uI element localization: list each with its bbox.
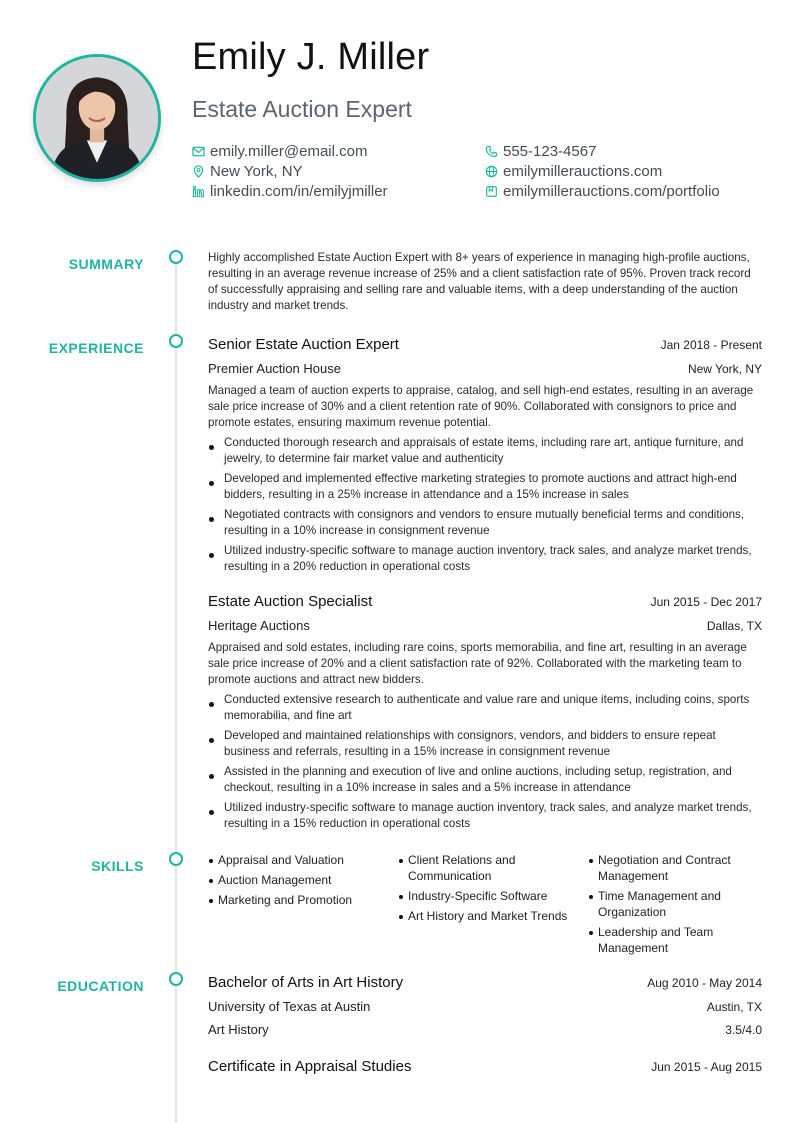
job-header bbox=[208, 593, 762, 610]
skill-item: Auction Management bbox=[208, 872, 386, 888]
education-school: University of Texas at Austin bbox=[208, 999, 371, 1014]
contact-email-text: emily.miller@email.com bbox=[210, 143, 368, 160]
skill-item: Marketing and Promotion bbox=[208, 892, 386, 908]
contact-email[interactable] bbox=[192, 143, 367, 160]
degree-title: Bachelor of Arts in Art History bbox=[208, 974, 404, 991]
skill-item: Art History and Market Trends bbox=[398, 908, 576, 924]
list-item: Conducted extensive research to authenticate and value rare and unique items, including coins, sports memorabilia, and fine art bbox=[208, 692, 762, 724]
linkedin-icon bbox=[192, 185, 205, 198]
job-bullet-list bbox=[208, 692, 762, 836]
timeline-dot-skills bbox=[169, 852, 183, 866]
timeline-dot-summary bbox=[169, 250, 183, 264]
job-description: Appraised and sold estates, including rare coins, sports memorabilia, and fine art, resulting in an average sale price increase of 20% and a client satisfaction rate of 92%. Collaborated with the marketing team to promote auctions and attract new bidders. bbox=[208, 641, 747, 686]
section-title-skills: SKILLS bbox=[91, 858, 144, 874]
education-location: Austin, TX bbox=[706, 1000, 762, 1014]
job-title: Estate Auction Specialist bbox=[208, 593, 373, 610]
summary-text: Highly accomplished Estate Auction Expert with 8+ years of experience in managing high-profile auctions, resulting in an average revenue increase of 25% and a client satisfaction rate of 95%. Proven track record of successfully appraising and selling rare and valuable items, with a deep understanding of the auction industry and market trends. bbox=[208, 251, 751, 312]
education-dates: Aug 2010 - May 2014 bbox=[647, 976, 762, 990]
list-item: Utilized industry-specific software to manage auction inventory, track sales, and analyze market trends, resulting in a 20% reduction in operational costs bbox=[208, 543, 762, 575]
skills-column bbox=[398, 852, 576, 928]
education-gpa: 3.5/4.0 bbox=[725, 1023, 762, 1037]
education-header bbox=[208, 1058, 762, 1075]
timeline-line bbox=[175, 256, 177, 1123]
education-school-row bbox=[208, 999, 762, 1014]
contact-portfolio-text: emilymillerauctions.com/portfolio bbox=[503, 183, 720, 200]
timeline-dot-experience bbox=[169, 334, 183, 348]
skill-item: Time Management and Organization bbox=[588, 888, 766, 920]
education-field: Art History bbox=[208, 1022, 269, 1037]
job-header bbox=[208, 336, 762, 353]
contact-portfolio[interactable] bbox=[485, 183, 720, 200]
phone-icon bbox=[485, 145, 498, 158]
list-item: Developed and implemented effective marketing strategies to promote auctions and attract high-end bidders, resulting in a 25% increase in attendance and a 15% increase in sales bbox=[208, 471, 762, 503]
job-company: Heritage Auctions bbox=[208, 618, 310, 633]
contact-website[interactable] bbox=[485, 163, 662, 180]
job-company-row bbox=[208, 361, 762, 376]
job-dates: Jun 2015 - Dec 2017 bbox=[650, 595, 762, 609]
list-item: Utilized industry-specific software to manage auction inventory, track sales, and analyze market trends, resulting in a 15% reduction in operational costs bbox=[208, 800, 762, 832]
mail-icon bbox=[192, 145, 205, 158]
list-item: Developed and maintained relationships with consignors, vendors, and bidders to ensure repeat business and referrals, resulting in a 15% increase in consignment revenue bbox=[208, 728, 762, 760]
skill-item: Appraisal and Valuation bbox=[208, 852, 386, 868]
job-dates: Jan 2018 - Present bbox=[660, 338, 762, 352]
candidate-name: Emily J. Miller bbox=[192, 36, 430, 78]
education-header bbox=[208, 974, 762, 991]
job-bullet-list bbox=[208, 435, 762, 579]
profile-photo bbox=[33, 54, 161, 182]
contact-linkedin[interactable] bbox=[192, 183, 388, 200]
section-title-summary: SUMMARY bbox=[68, 256, 144, 272]
skills-column bbox=[208, 852, 386, 912]
contact-phone[interactable] bbox=[485, 143, 596, 160]
contact-website-text: emilymillerauctions.com bbox=[503, 163, 663, 180]
skills-column bbox=[588, 852, 766, 960]
map-pin-icon bbox=[192, 165, 205, 178]
education-field-row bbox=[208, 1022, 762, 1037]
skill-item: Negotiation and Contract Management bbox=[588, 852, 766, 884]
list-item: Assisted in the planning and execution of live and online auctions, including setup, registration, and checkout, resulting in a 10% increase in sales and a 5% increase in attendance bbox=[208, 764, 762, 796]
skill-item: Industry-Specific Software bbox=[398, 888, 576, 904]
portfolio-icon bbox=[485, 185, 498, 198]
contact-linkedin-text: linkedin.com/in/emilyjmiller bbox=[210, 183, 388, 200]
skill-item: Client Relations and Communication bbox=[398, 852, 576, 884]
globe-icon bbox=[485, 165, 498, 178]
contact-location bbox=[192, 163, 303, 180]
job-company: Premier Auction House bbox=[208, 361, 341, 376]
candidate-title: Estate Auction Expert bbox=[192, 96, 412, 122]
section-title-experience: EXPERIENCE bbox=[48, 340, 144, 356]
profile-photo-illustration bbox=[36, 57, 158, 179]
education-dates: Jun 2015 - Aug 2015 bbox=[651, 1060, 762, 1074]
list-item: Conducted thorough research and appraisals of estate items, including rare art, antique furniture, and jewelry, to determine fair market value and authenticity bbox=[208, 435, 762, 467]
timeline-dot-education bbox=[169, 972, 183, 986]
job-description: Managed a team of auction experts to appraise, catalog, and sell high-end estates, resulting in an average sale price increase of 30% and a client retention rate of 90%. Collaborated with consignors to price and promote estates, ensuring maximum revenue potential. bbox=[208, 384, 754, 429]
job-company-row bbox=[208, 618, 762, 633]
degree-title: Certificate in Appraisal Studies bbox=[208, 1058, 412, 1075]
list-item: Negotiated contracts with consignors and vendors to ensure mutually beneficial terms and conditions, resulting in a 10% increase in consignment revenue bbox=[208, 507, 762, 539]
job-location: New York, NY bbox=[687, 362, 762, 376]
contact-location-text: New York, NY bbox=[210, 163, 303, 180]
section-title-education: EDUCATION bbox=[57, 978, 144, 994]
job-title: Senior Estate Auction Expert bbox=[208, 336, 399, 353]
contact-phone-text: 555-123-4567 bbox=[503, 143, 597, 160]
skill-item: Leadership and Team Management bbox=[588, 924, 766, 956]
job-location: Dallas, TX bbox=[706, 619, 762, 633]
